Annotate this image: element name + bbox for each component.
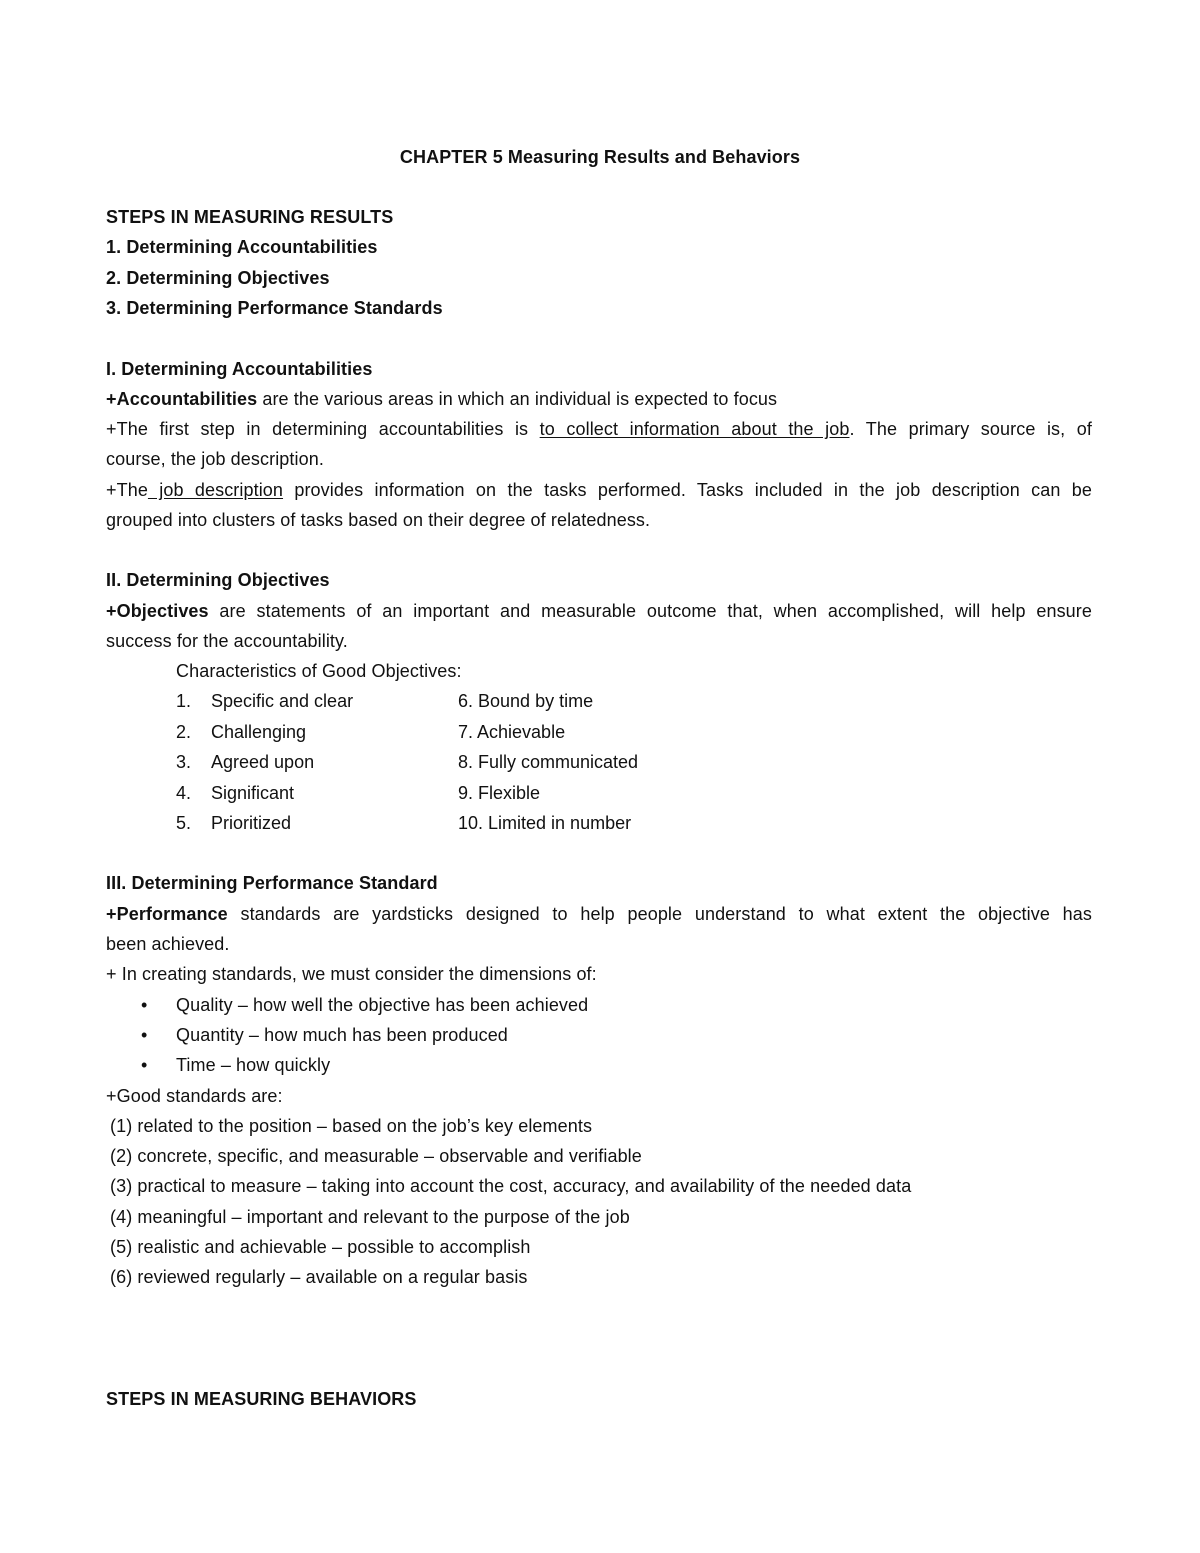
list-item: (2) concrete, specific, and measurable – observable and verifiable [110, 1146, 642, 1166]
definition-text: are the various areas in which an individual is expected to focus [257, 389, 778, 409]
list-item: 9. Flexible [458, 783, 541, 803]
section-heading-performance-standard: III. Determining Performance Standard [106, 873, 438, 893]
objectives-definition-cont: success for the accountability. [106, 631, 348, 651]
text-span: provides information on the tasks performed. Tasks included in the job description can be [283, 480, 1092, 500]
list-item: Time – how quickly [176, 1055, 331, 1075]
steps-results-item: 2. Determining Objectives [106, 268, 330, 288]
list-item: (5) realistic and achievable – possible to accomplish [110, 1237, 531, 1257]
list-item: Significant [211, 783, 295, 803]
list-item: Agreed upon [211, 752, 315, 772]
steps-results-heading: STEPS IN MEASURING RESULTS [106, 207, 394, 227]
list-item: Prioritized [211, 813, 292, 833]
text-span: standards are yardsticks designed to help people understand to what extent the objective has [227, 904, 1092, 924]
accountabilities-first-step [106, 418, 1092, 440]
list-item: Specific and clear [211, 691, 354, 711]
list-number: 3. [176, 752, 192, 772]
page-title: CHAPTER 5 Measuring Results and Behaviors [399, 147, 801, 167]
list-item: Quantity – how much has been produced [176, 1025, 508, 1045]
accountabilities-definition [106, 388, 777, 410]
term-performance: +Performance [106, 904, 228, 924]
list-item: Challenging [211, 722, 307, 742]
job-description-paragraph [106, 479, 1092, 501]
section-heading-objectives: II. Determining Objectives [106, 570, 330, 590]
list-number: 1. [176, 691, 192, 711]
term-objectives: +Objectives [106, 601, 209, 621]
text-span: . The primary source is, of [849, 419, 1092, 439]
list-number: 4. [176, 783, 192, 803]
underlined-phrase: to collect information about the job [539, 419, 850, 439]
performance-definition-cont: been achieved. [106, 934, 230, 954]
characteristics-heading: Characteristics of Good Objectives: [176, 661, 462, 681]
bullet-icon: • [141, 1055, 148, 1075]
good-standards-heading: +Good standards are: [106, 1086, 283, 1106]
performance-definition [106, 903, 1092, 925]
job-description-paragraph-cont: grouped into clusters of tasks based on their degree of relatedness. [106, 510, 651, 530]
list-item: 7. Achievable [458, 722, 566, 742]
accountabilities-first-step-cont: course, the job description. [106, 449, 324, 469]
list-item: 8. Fully communicated [458, 752, 639, 772]
list-number: 2. [176, 722, 192, 742]
list-number: 5. [176, 813, 192, 833]
section-heading-accountabilities: I. Determining Accountabilities [106, 359, 373, 379]
text-span: are statements of an important and measurable outcome that, when accomplished, will help ensure [208, 601, 1092, 621]
dimensions-intro: + In creating standards, we must consider the dimensions of: [106, 964, 597, 984]
objectives-definition [106, 600, 1092, 622]
list-item: (6) reviewed regularly – available on a regular basis [110, 1267, 528, 1287]
term-accountabilities: +Accountabilities [106, 389, 258, 409]
underlined-phrase: job description [147, 480, 284, 500]
list-item: 10. Limited in number [458, 813, 632, 833]
steps-results-item: 1. Determining Accountabilities [106, 237, 378, 257]
list-item: 6. Bound by time [458, 691, 594, 711]
list-item: (1) related to the position – based on the job’s key elements [110, 1116, 593, 1136]
steps-behaviors-heading: STEPS IN MEASURING BEHAVIORS [106, 1389, 417, 1409]
text-span: +The [106, 480, 148, 500]
steps-results-item: 3. Determining Performance Standards [106, 298, 443, 318]
list-item: Quality – how well the objective has been achieved [176, 995, 589, 1015]
list-item: (3) practical to measure – taking into account the cost, accuracy, and availability of the needed data [110, 1176, 912, 1196]
bullet-icon: • [141, 995, 148, 1015]
bullet-icon: • [141, 1025, 148, 1045]
text-span: +The first step in determining accountabilities is [106, 419, 540, 439]
list-item: (4) meaningful – important and relevant to the purpose of the job [110, 1207, 630, 1227]
